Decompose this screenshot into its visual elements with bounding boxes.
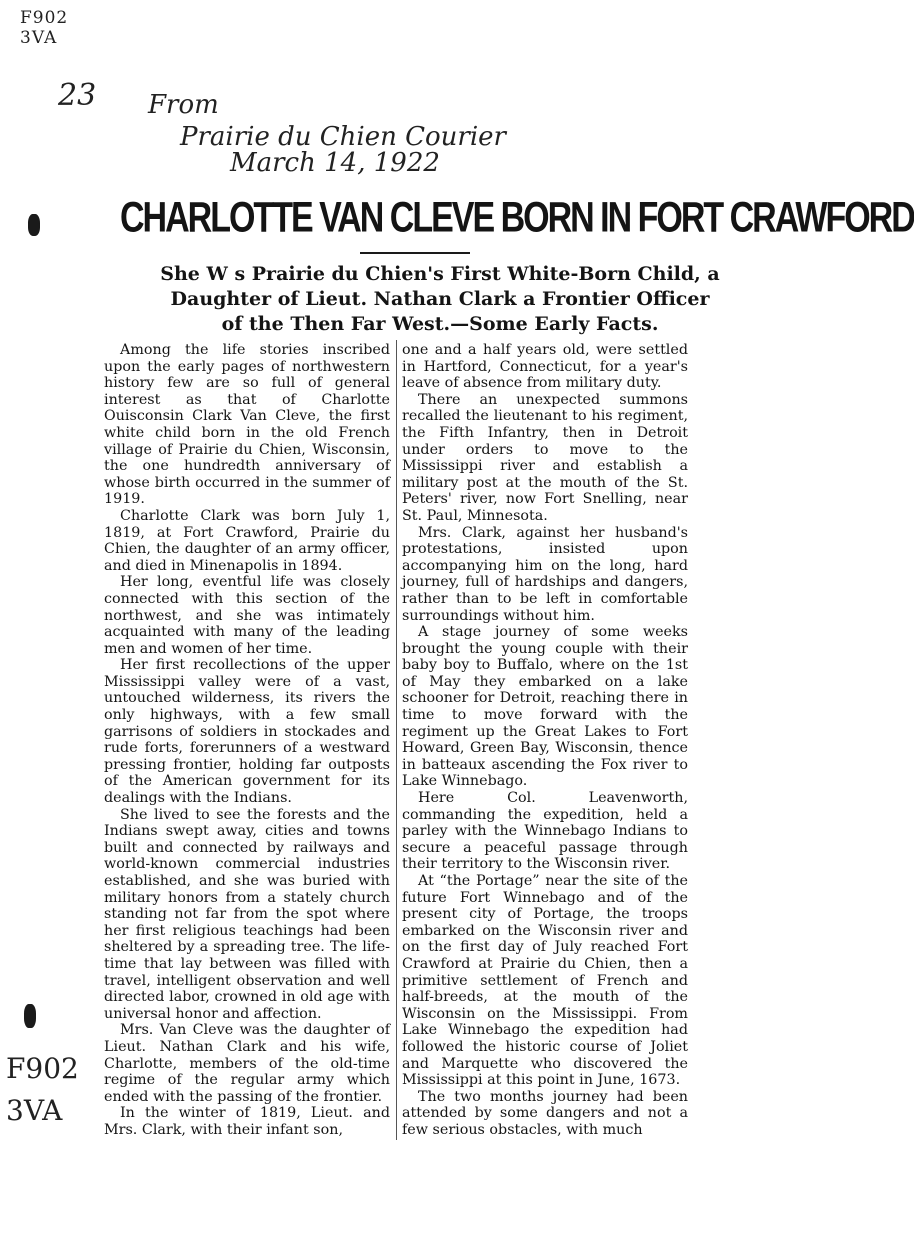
ink-mark	[24, 1004, 36, 1028]
paragraph: Mrs. Clark, against her husband's protestations, insisted upon accompanying him on the long, hard journey, full of hardships and dangers, rather than to be left in comfortable surroundings without him.	[402, 524, 688, 624]
paragraph: Here Col. Leavenworth, commanding the expedition, held a parley with the Winnebago Indians to secure a peaceful passage through their territory to the Wisconsin river.	[402, 790, 688, 873]
archive-ref-line: 3VA	[6, 1094, 63, 1127]
paragraph: Her long, eventful life was closely connected with this section of the northwest, and she was intimately acquainted with many of the leading men and women of her time.	[104, 574, 390, 657]
paragraph: At “the Portage” near the site of the future Fort Winnebago and of the present city of Portage, the troops embarked on the Wisconsin river and on the first day of July reached Fort Crawford at Prairie du Chien, then a primitive settlement of French and half-breeds, at the mouth of the Wisconsin on the Mississippi. From Lake Winnebago the expedition had followed the historic course of Joliet and Marquette who discovered the Mississippi at this point in June, 1673.	[402, 873, 688, 1089]
paragraph: Charlotte Clark was born July 1, 1819, at Fort Crawford, Prairie du Chien, the daughter of an army officer, and died in Minenapolis in 1894.	[104, 507, 390, 574]
archive-reference-side	[6, 1048, 79, 1132]
article-column-left	[104, 342, 390, 1139]
paragraph: one and a half years old, were settled in Hartford, Connecticut, for a year's leave of absence from military duty.	[402, 342, 688, 392]
headline-rule	[360, 252, 470, 254]
paragraph: Among the life stories inscribed upon the early pages of northwestern history few are so full of general interest as that of Charlotte Ouisconsin Clark Van Cleve, the first white child born in the old French village of Prairie du Chien, Wisconsin, the one hundredth anniversary of whose birth occurred in the summer of 1919.	[104, 342, 390, 508]
archive-ref-line: 3VA	[20, 28, 58, 48]
article-column-right	[402, 342, 688, 1139]
paragraph: Her first recollections of the upper Mississippi valley were of a vast, untouched wilderness, its rivers the only highways, with a few small garrisons of soldiers in stockades and rude forts, forerunners of a westward pressing frontier, holding far outposts of the American government for its dealings with the Indians.	[104, 657, 390, 807]
handwritten-date: March 14, 1922	[230, 148, 440, 178]
paragraph: Mrs. Van Cleve was the daughter of Lieut. Nathan Clark and his wife, Charlotte, members of the old-time regime of the regular army which ended with the passing of the frontier.	[104, 1022, 390, 1105]
paragraph: The two months journey had been attended by some dangers and not a few serious obstacles, with much	[402, 1088, 688, 1138]
archive-reference-top	[20, 8, 68, 48]
paragraph: She lived to see the forests and the Indians swept away, cities and towns built and connected by railways and world-known commercial industries established, and she was buried with military honors from a stately church standing not far from the spot where her first religious teachings had been sheltered by a spreading tree. The life-time that lay between was filled with travel, intelligent observation and well directed labor, crowned in old age with universal honor and affection.	[104, 806, 390, 1022]
archive-ref-line: F902	[6, 1052, 79, 1085]
handwritten-page-number: 23	[58, 78, 97, 113]
column-divider	[396, 340, 397, 1140]
handwritten-source: Prairie du Chien Courier	[180, 122, 506, 152]
handwritten-from-label: From	[148, 90, 219, 120]
paragraph: In the winter of 1819, Lieut. and Mrs. Clark, with their infant son,	[104, 1105, 390, 1138]
archive-ref-line: F902	[20, 8, 69, 28]
paragraph: There an unexpected summons recalled the lieutenant to his regiment, the Fifth Infantry, then in Detroit under orders to move to the Mississippi river and establish a military post at the mouth of the St. Peters' river, now Fort Snelling, near St. Paul, Minnesota.	[402, 391, 688, 524]
ink-mark	[28, 214, 40, 236]
paragraph: A stage journey of some weeks brought the young couple with their baby boy to Buffalo, where on the 1st of May they embarked on a lake schooner for Detroit, reaching there in time to move forward with the regiment up the Great Lakes to Fort Howard, Green Bay, Wisconsin, thence in batteaux ascending the Fox river to Lake Winnebago.	[402, 624, 688, 790]
article-headline: CHARLOTTE VAN CLEVE BORN IN FORT CRAWFORD	[120, 194, 914, 242]
article-subheadline: She W s Prairie du Chien's First White-Born Child, a Daughter of Lieut. Nathan Clark a Frontier Officer of the Then Far West.—Some Early Facts.	[160, 263, 720, 335]
